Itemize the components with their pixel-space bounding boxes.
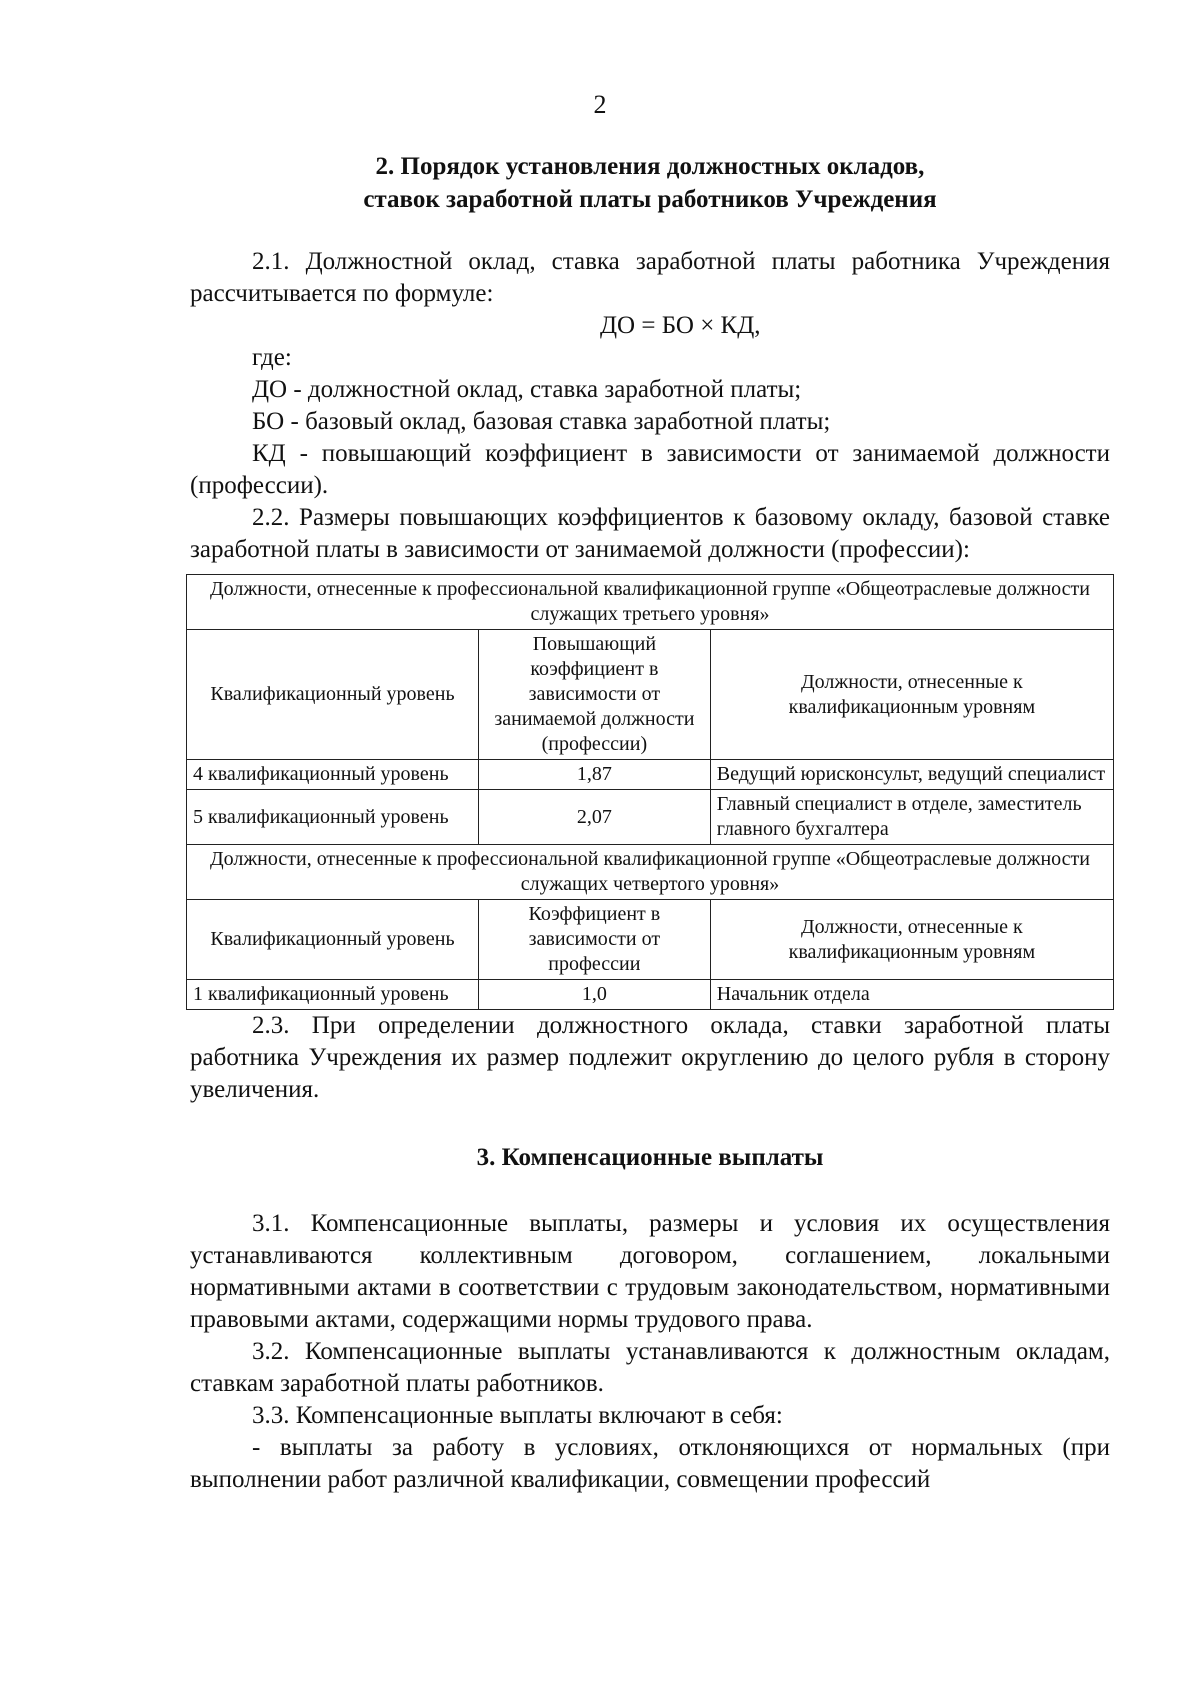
table-row — [187, 790, 1114, 845]
table-row — [187, 980, 1114, 1010]
cell-coefficient: 1,87 — [479, 760, 711, 790]
formula: ДО = БО × КД, — [600, 312, 761, 339]
where-label: где: — [252, 344, 292, 371]
header-coefficient: Повышающий коэффициент в зависимости от занимаемой должности (профессии) — [479, 630, 711, 760]
section-2-title — [190, 150, 1110, 216]
paragraph-3-3-item: - выплаты за работу в условиях, отклоняющихся от нормальных (при выполнении работ различной квалификации, совмещении профессий — [190, 1434, 1110, 1493]
table-group-row — [187, 575, 1114, 630]
cell-coefficient: 1,0 — [479, 980, 711, 1010]
section-3-title: 3. Компенсационные выплаты — [476, 1144, 824, 1171]
coefficients-table-wrapper — [186, 574, 1114, 1010]
document-body — [190, 150, 1110, 1496]
table-header-row — [187, 630, 1114, 760]
section-2-title-line-1: 2. Порядок установления должностных окладов, — [375, 153, 925, 180]
group-2-title: Должности, отнесенные к профессиональной квалификационной группе «Общеотраслевые должности служащих четвертого уровня» — [187, 845, 1114, 900]
table-group-row — [187, 845, 1114, 900]
header-level: Квалификационный уровень — [187, 900, 479, 980]
cell-coefficient: 2,07 — [479, 790, 711, 845]
paragraph-2-2: 2.2. Размеры повышающих коэффициентов к базовому окладу, базовой ставке заработной платы в зависимости от занимаемой должности (профессии): — [190, 504, 1110, 563]
paragraph-3-2: 3.2. Компенсационные выплаты устанавливаются к должностным окладам, ставкам заработной платы работников. — [190, 1338, 1110, 1397]
paragraph-2-3: 2.3. При определении должностного оклада, ставки заработной платы работника Учреждения их размер подлежит округлению до целого рубля в сторону увеличения. — [190, 1012, 1110, 1103]
table-row — [187, 760, 1114, 790]
cell-level: 5 квалификационный уровень — [187, 790, 479, 845]
table-header-row — [187, 900, 1114, 980]
header-coefficient: Коэффициент в зависимости от профессии — [479, 900, 711, 980]
definition-do: ДО - должностной оклад, ставка заработной платы; — [252, 376, 802, 403]
cell-positions: Начальник отдела — [710, 980, 1113, 1010]
paragraph-3-1: 3.1. Компенсационные выплаты, размеры и условия их осуществления устанавливаются коллективным договором, соглашением, локальными нормативными актами в соответствии с трудовым законодательством, нормативными правовыми актами, содержащими нормы трудового права. — [190, 1210, 1110, 1333]
cell-level: 1 квалификационный уровень — [187, 980, 479, 1010]
header-positions: Должности, отнесенные к квалификационным уровням — [710, 630, 1113, 760]
definition-bo: БО - базовый оклад, базовая ставка заработной платы; — [252, 408, 831, 435]
cell-positions: Ведущий юрисконсульт, ведущий специалист — [710, 760, 1113, 790]
group-1-title: Должности, отнесенные к профессиональной квалификационной группе «Общеотраслевые должности служащих третьего уровня» — [187, 575, 1114, 630]
section-2-title-line-2: ставок заработной платы работников Учреждения — [363, 186, 937, 213]
cell-level: 4 квалификационный уровень — [187, 760, 479, 790]
paragraph-2-1: 2.1. Должностной оклад, ставка заработной платы работника Учреждения рассчитывается по формуле: — [190, 248, 1110, 307]
coefficients-table — [186, 574, 1114, 1010]
cell-positions: Главный специалист в отделе, заместитель главного бухгалтера — [710, 790, 1113, 845]
paragraph-3-3: 3.3. Компенсационные выплаты включают в себя: — [252, 1402, 783, 1429]
header-level: Квалификационный уровень — [187, 630, 479, 760]
definition-kd: КД - повышающий коэффициент в зависимости от занимаемой должности (профессии). — [190, 440, 1110, 499]
header-positions: Должности, отнесенные к квалификационным уровням — [710, 900, 1113, 980]
page-number: 2 — [593, 90, 607, 119]
